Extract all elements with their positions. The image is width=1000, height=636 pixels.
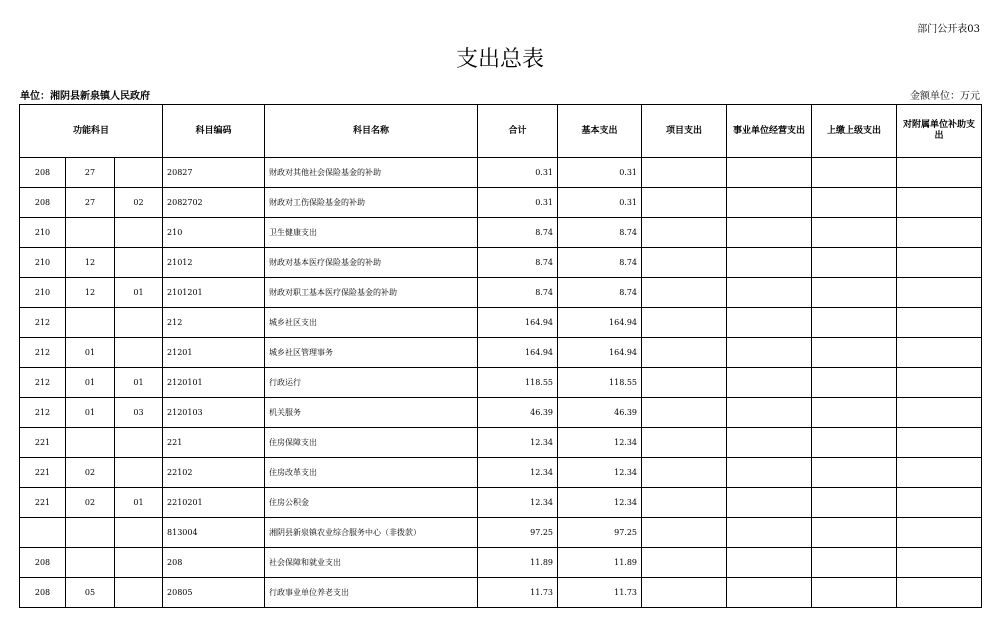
business-cell [727,518,812,548]
name-cell: 城乡社区管理事务 [265,338,478,368]
project-cell [642,248,727,278]
project-cell [642,338,727,368]
func-sub-cell: 01 [115,278,163,308]
basic-cell: 12.34 [558,488,642,518]
name-cell: 住房公积金 [265,488,478,518]
name-cell: 社会保障和就业支出 [265,548,478,578]
func-class-cell: 212 [20,398,66,428]
name-cell: 财政对基本医疗保险基金的补助 [265,248,478,278]
total-cell: 164.94 [478,308,558,338]
func-sub-cell: 01 [115,488,163,518]
business-cell [727,278,812,308]
name-cell: 湘阴县新泉镇农业综合服务中心（非拨款） [265,518,478,548]
code-cell: 2210201 [163,488,265,518]
func-sub-cell [115,458,163,488]
table-row [20,248,982,278]
col-header-subsidy: 对附属单位补助支出 [897,105,982,158]
money-unit-label: 金额单位：万元 [910,91,980,102]
func-item-cell: 01 [66,368,115,398]
subsidy-cell [897,548,982,578]
subsidy-cell [897,398,982,428]
project-cell [642,308,727,338]
func-sub-cell [115,548,163,578]
total-cell: 12.34 [478,458,558,488]
func-sub-cell [115,158,163,188]
page-title: 支出总表 [455,47,544,72]
func-item-cell [66,308,115,338]
col-header-code: 科目编码 [163,105,265,158]
code-cell: 21012 [163,248,265,278]
func-class-cell: 221 [20,458,66,488]
name-cell: 城乡社区支出 [265,308,478,338]
func-class-cell: 208 [20,158,66,188]
total-cell: 0.31 [478,188,558,218]
upper-cell [812,248,897,278]
project-cell [642,518,727,548]
col-header-name: 科目名称 [265,105,478,158]
business-cell [727,398,812,428]
func-item-cell: 12 [66,278,115,308]
func-item-cell [66,218,115,248]
func-item-cell [66,548,115,578]
subsidy-cell [897,158,982,188]
func-item-cell [66,518,115,548]
project-cell [642,428,727,458]
name-cell: 财政对其他社会保险基金的补助 [265,158,478,188]
table-number: 部门公开表03 [917,24,980,35]
subsidy-cell [897,428,982,458]
code-cell: 221 [163,428,265,458]
basic-cell: 164.94 [558,308,642,338]
total-cell: 8.74 [478,278,558,308]
func-class-cell: 208 [20,548,66,578]
subsidy-cell [897,518,982,548]
basic-cell: 118.55 [558,368,642,398]
func-sub-cell [115,248,163,278]
upper-cell [812,338,897,368]
total-cell: 11.89 [478,548,558,578]
table-row [20,578,982,608]
func-sub-cell [115,518,163,548]
basic-cell: 11.89 [558,548,642,578]
upper-cell [812,278,897,308]
table-row [20,548,982,578]
business-cell [727,368,812,398]
table-row [20,338,982,368]
basic-cell: 0.31 [558,158,642,188]
basic-cell: 8.74 [558,218,642,248]
col-header-basic: 基本支出 [558,105,642,158]
project-cell [642,488,727,518]
func-item-cell: 27 [66,188,115,218]
func-class-cell: 212 [20,338,66,368]
func-class-cell: 221 [20,488,66,518]
upper-cell [812,218,897,248]
table-header-row [20,105,982,158]
subsidy-cell [897,338,982,368]
func-class-cell: 210 [20,278,66,308]
table-row [20,308,982,338]
business-cell [727,578,812,608]
name-cell: 财政对工伤保险基金的补助 [265,188,478,218]
table-row [20,488,982,518]
total-cell: 118.55 [478,368,558,398]
name-cell: 住房保障支出 [265,428,478,458]
table-row [20,428,982,458]
code-cell: 210 [163,218,265,248]
code-cell: 2101201 [163,278,265,308]
name-cell: 卫生健康支出 [265,218,478,248]
col-header-upper: 上缴上级支出 [812,105,897,158]
business-cell [727,338,812,368]
name-cell: 机关服务 [265,398,478,428]
business-cell [727,158,812,188]
business-cell [727,458,812,488]
basic-cell: 97.25 [558,518,642,548]
upper-cell [812,518,897,548]
subsidy-cell [897,578,982,608]
name-cell: 财政对职工基本医疗保险基金的补助 [265,278,478,308]
upper-cell [812,368,897,398]
total-cell: 12.34 [478,428,558,458]
project-cell [642,548,727,578]
func-class-cell: 221 [20,428,66,458]
project-cell [642,188,727,218]
project-cell [642,158,727,188]
subsidy-cell [897,278,982,308]
col-header-total: 合计 [478,105,558,158]
func-item-cell [66,428,115,458]
business-cell [727,248,812,278]
subsidy-cell [897,368,982,398]
func-item-cell: 05 [66,578,115,608]
unit-label: 单位：湘阴县新泉镇人民政府 [20,91,150,102]
code-cell: 813004 [163,518,265,548]
func-class-cell: 212 [20,368,66,398]
func-sub-cell [115,338,163,368]
table-row [20,218,982,248]
upper-cell [812,548,897,578]
name-cell: 住房改革支出 [265,458,478,488]
func-sub-cell [115,308,163,338]
code-cell: 21201 [163,338,265,368]
basic-cell: 12.34 [558,458,642,488]
code-cell: 2120103 [163,398,265,428]
col-header-business: 事业单位经营支出 [727,105,812,158]
upper-cell [812,398,897,428]
total-cell: 8.74 [478,248,558,278]
func-sub-cell [115,218,163,248]
total-cell: 11.73 [478,578,558,608]
subsidy-cell [897,218,982,248]
func-item-cell: 02 [66,488,115,518]
func-class-cell: 208 [20,578,66,608]
expenditure-table [19,104,982,608]
subsidy-cell [897,458,982,488]
func-item-cell: 12 [66,248,115,278]
basic-cell: 164.94 [558,338,642,368]
basic-cell: 8.74 [558,248,642,278]
func-class-cell: 210 [20,248,66,278]
table-row [20,368,982,398]
subsidy-cell [897,248,982,278]
func-sub-cell [115,428,163,458]
func-class-cell: 208 [20,188,66,218]
total-cell: 164.94 [478,338,558,368]
func-sub-cell: 01 [115,368,163,398]
total-cell: 46.39 [478,398,558,428]
code-cell: 208 [163,548,265,578]
col-header-project: 项目支出 [642,105,727,158]
func-class-cell: 210 [20,218,66,248]
total-cell: 0.31 [478,158,558,188]
col-header-func: 功能科目 [20,105,163,158]
upper-cell [812,578,897,608]
business-cell [727,548,812,578]
table-row [20,158,982,188]
table-row [20,278,982,308]
code-cell: 20827 [163,158,265,188]
func-class-cell: 212 [20,308,66,338]
basic-cell: 0.31 [558,188,642,218]
code-cell: 2082702 [163,188,265,218]
table-row [20,188,982,218]
business-cell [727,428,812,458]
func-sub-cell: 03 [115,398,163,428]
table-row [20,518,982,548]
subsidy-cell [897,308,982,338]
func-item-cell: 27 [66,158,115,188]
name-cell: 行政运行 [265,368,478,398]
table-row [20,458,982,488]
total-cell: 8.74 [478,218,558,248]
project-cell [642,278,727,308]
basic-cell: 8.74 [558,278,642,308]
upper-cell [812,158,897,188]
subsidy-cell [897,488,982,518]
upper-cell [812,188,897,218]
code-cell: 2120101 [163,368,265,398]
upper-cell [812,308,897,338]
business-cell [727,188,812,218]
project-cell [642,368,727,398]
name-cell: 行政事业单位养老支出 [265,578,478,608]
total-cell: 12.34 [478,488,558,518]
subsidy-cell [897,188,982,218]
basic-cell: 11.73 [558,578,642,608]
business-cell [727,218,812,248]
business-cell [727,488,812,518]
func-item-cell: 01 [66,338,115,368]
upper-cell [812,428,897,458]
basic-cell: 12.34 [558,428,642,458]
code-cell: 22102 [163,458,265,488]
project-cell [642,398,727,428]
func-sub-cell: 02 [115,188,163,218]
func-item-cell: 01 [66,398,115,428]
basic-cell: 46.39 [558,398,642,428]
code-cell: 20805 [163,578,265,608]
func-sub-cell [115,578,163,608]
upper-cell [812,488,897,518]
project-cell [642,218,727,248]
business-cell [727,308,812,338]
upper-cell [812,458,897,488]
project-cell [642,458,727,488]
total-cell: 97.25 [478,518,558,548]
func-class-cell [20,518,66,548]
table-row [20,398,982,428]
code-cell: 212 [163,308,265,338]
func-item-cell: 02 [66,458,115,488]
project-cell [642,578,727,608]
